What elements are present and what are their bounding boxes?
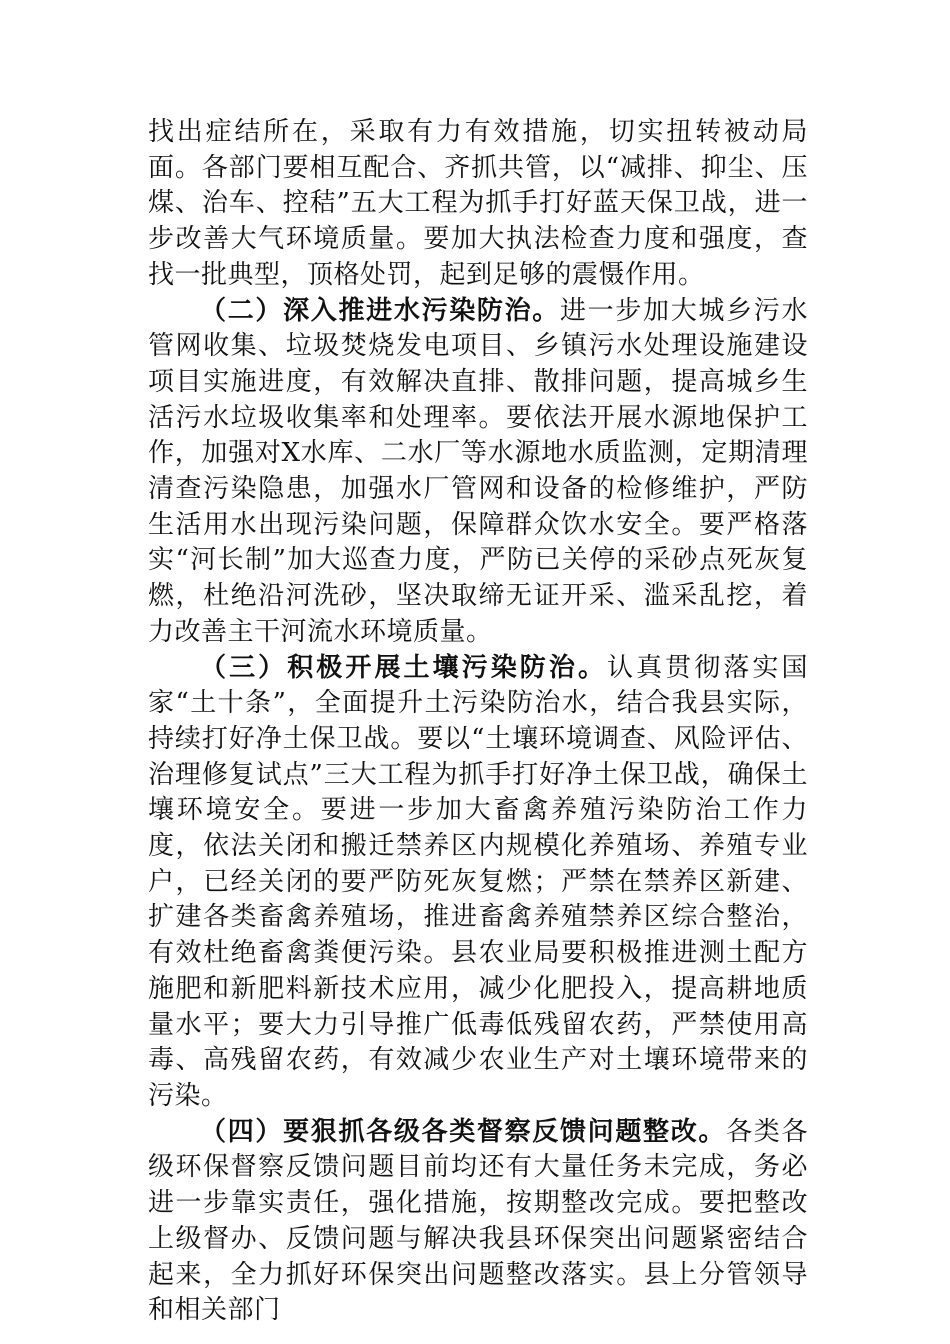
paragraph-text: 认真贯彻落实国家“土十条”，全面提升土污染防治水，结合我县实际，持续打好净土保卫战。要以“土壤环境调查、风险评估、治理修复试点”三大工程为抓手打好净土保卫战，确保土壤环境安全。要进一步加大畜禽养殖污染防治工作力度，依法关闭和搬迁禁养区内规模化养殖场、养殖专业户，已经关闭的要严防死灰复燃；严禁在禁养区新建、扩建各类畜禽养殖场，推进畜禽养殖禁养区综合整治，有效杜绝畜禽粪便污染。县农业局要积极推进测土配方施肥和新肥料新技术应用，减少化肥投入，提高耕地质量水平；要大力引导推广低毒低残留农药，严禁使用高毒、高残留农药，有效减少农业生产对土壤环境带来的污染。	[148, 652, 808, 1111]
paragraph-text: 找出症结所在，采取有力有效措施，切实扭转被动局面。各部门要相互配合、齐抓共管，以“减排、抑尘、压煤、治车、控秸”五大工程为抓手打好蓝天保卫战，进一步改善大气环境质量。要加大执法检查力度和强度，查找一批典型，顶格处罚，起到足够的震慑作用。	[148, 117, 808, 290]
paragraph-text: 进一步加大城乡污水管网收集、垃圾焚烧发电项目、乡镇污水处理设施建设项目实施进度，有效解决直排、散排问题，提高城乡生活污水垃圾收集率和处理率。要依法开展水源地保护工作，加强对X水库、二水厂等水源地水质监测，定期清理清查污染隐患，加强水厂管网和设备的检修维护，严防生活用水出现污染问题，保障群众饮水安全。要严格落实“河长制”加大巡查力度，严防已关停的采砂点死灰复燃，杜绝沿河洗砂，坚决取缔无证开采、滥采乱挖，着力改善主干河流水环境质量。	[148, 295, 808, 647]
paragraph-text: 各类各级环保督察反馈问题目前均还有大量任务未完成，务必进一步靠实责任，强化措施，按期整改完成。要把整改上级督办、反馈问题与解决我县环保突出问题紧密结合起来，全力抓好环保突出问题整改落实。县上分管领导和相关部门	[148, 1116, 808, 1326]
paragraph-continuation	[148, 115, 808, 294]
paragraph-soil-pollution	[148, 651, 808, 1115]
paragraph-inspection-rectification	[148, 1115, 808, 1329]
section-heading-water: （二）深入推进水污染防治。	[200, 295, 560, 326]
section-heading-inspection: （四）要狠抓各级各类督察反馈问题整改。	[200, 1116, 727, 1147]
paragraph-water-pollution	[148, 294, 808, 651]
document-page	[148, 115, 808, 1329]
section-heading-soil: （三）积极开展土壤污染防治。	[200, 652, 608, 683]
